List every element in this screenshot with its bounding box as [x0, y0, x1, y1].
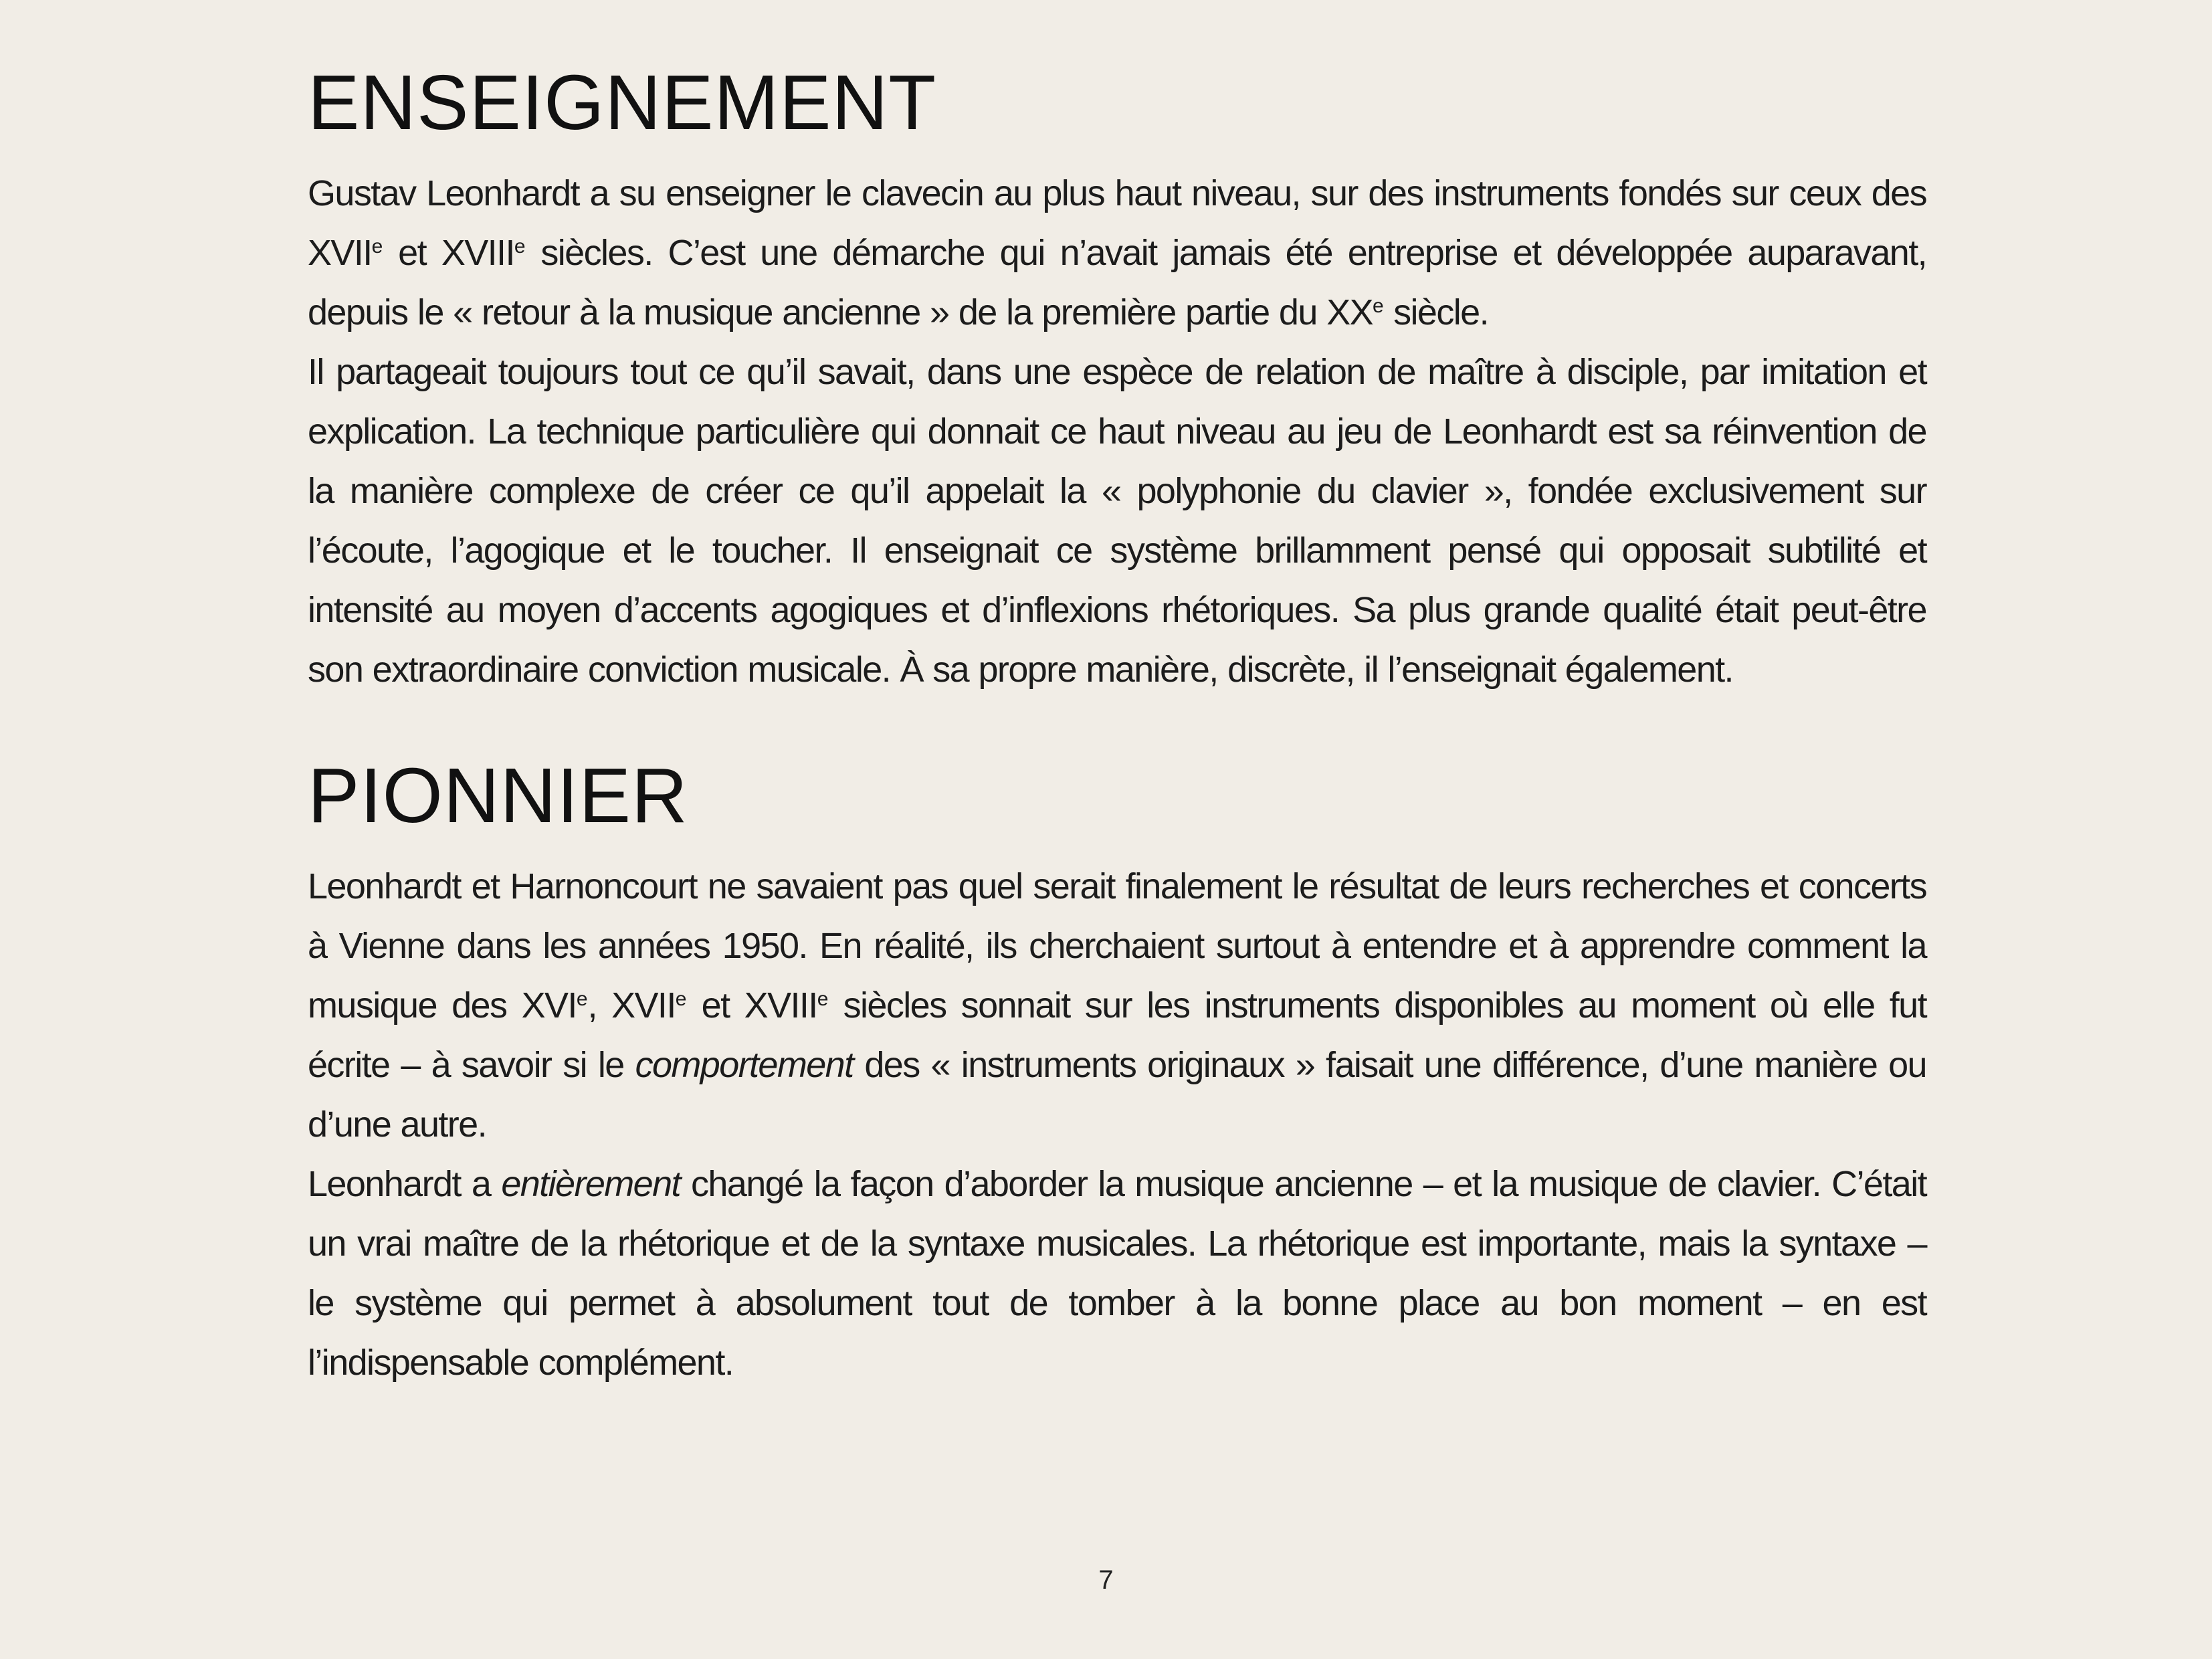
page-content	[308, 59, 1927, 1393]
section-body	[308, 857, 1926, 1393]
paragraph	[308, 857, 1926, 1155]
text-run: Leonhardt et Harnoncourt ne savaient pas quel serait finalement le résultat de leurs recherches et concerts à Vienne dans les années 1950. En réalité, ils cherchaient surtout à entendre et à apprendre comment la musique des XVI	[308, 866, 1926, 1026]
paragraph-text	[308, 173, 1926, 332]
section-body	[308, 164, 1926, 700]
section-enseignement	[308, 59, 1927, 700]
text-run: et XVIII	[686, 985, 817, 1026]
text-run: changé la façon d’aborder la musique ancienne – et la musique de clavier. C’était un vrai maître de la rhétorique et de la syntaxe musicales. La rhétorique est importante, mais la syntaxe – le système qui permet à absolument tout de tomber à la bonne place au bon moment – en est l’indispensable complément.	[308, 1164, 1926, 1383]
text-run: des « instruments originaux » faisait une différence, d’une manière ou d’une autre.	[308, 1045, 1926, 1145]
text-run: siècles. C’est une démarche qui n’avait jamais été entreprise et développée auparavant, depuis le « retour à la musique ancienne » de la première partie du XX	[308, 233, 1927, 332]
paragraph-text	[308, 352, 1926, 690]
paragraph	[308, 164, 1926, 343]
section-title: PIONNIER	[308, 752, 688, 839]
paragraph	[308, 1155, 1926, 1393]
section-title: ENSEIGNEMENT	[308, 59, 937, 146]
text-run: Gustav Leonhardt a su enseigner le clavecin au plus haut niveau, sur des instruments fondés sur ceux des XVII	[308, 173, 1926, 273]
superscript: e	[817, 988, 829, 1010]
page-number: 7	[1098, 1565, 1114, 1595]
italic-text: comportement	[635, 1045, 853, 1085]
text-run: Leonhardt a	[308, 1164, 502, 1204]
text-run: siècles sonnait sur les instruments disponibles au moment où elle fut écrite – à savoir si le	[308, 985, 1926, 1085]
superscript: e	[675, 988, 687, 1010]
paragraph	[308, 343, 1926, 700]
superscript: e	[576, 988, 588, 1010]
text-run: Il partageait toujours tout ce qu’il savait, dans une espèce de relation de maître à disciple, par imitation et explication. La technique particulière qui donnait ce haut niveau au jeu de Leonhardt est sa réinvention de la manière complexe de créer ce qu’il appelait la « polyphonie du clavier », fondée exclusivement sur l’écoute, l’agogique et le toucher. Il enseignait ce système brillamment pensé qui opposait subtilité et intensité au moyen d’accents agogiques et d’inflexions rhétoriques. Sa plus grande qualité était peut-être son extraordinaire conviction musicale. À sa propre manière, discrète, il l’enseignait également.	[308, 352, 1926, 690]
text-run: et XVIII	[383, 233, 514, 273]
section-pionnier	[308, 752, 1926, 1393]
paragraph-text	[308, 1164, 1926, 1383]
paragraph-text	[308, 866, 1926, 1145]
superscript: e	[371, 235, 383, 258]
text-run: siècle.	[1383, 292, 1488, 332]
superscript: e	[514, 235, 526, 258]
superscript: e	[1373, 295, 1384, 317]
italic-text: entièrement	[501, 1164, 680, 1204]
text-run: , XVII	[587, 985, 676, 1026]
